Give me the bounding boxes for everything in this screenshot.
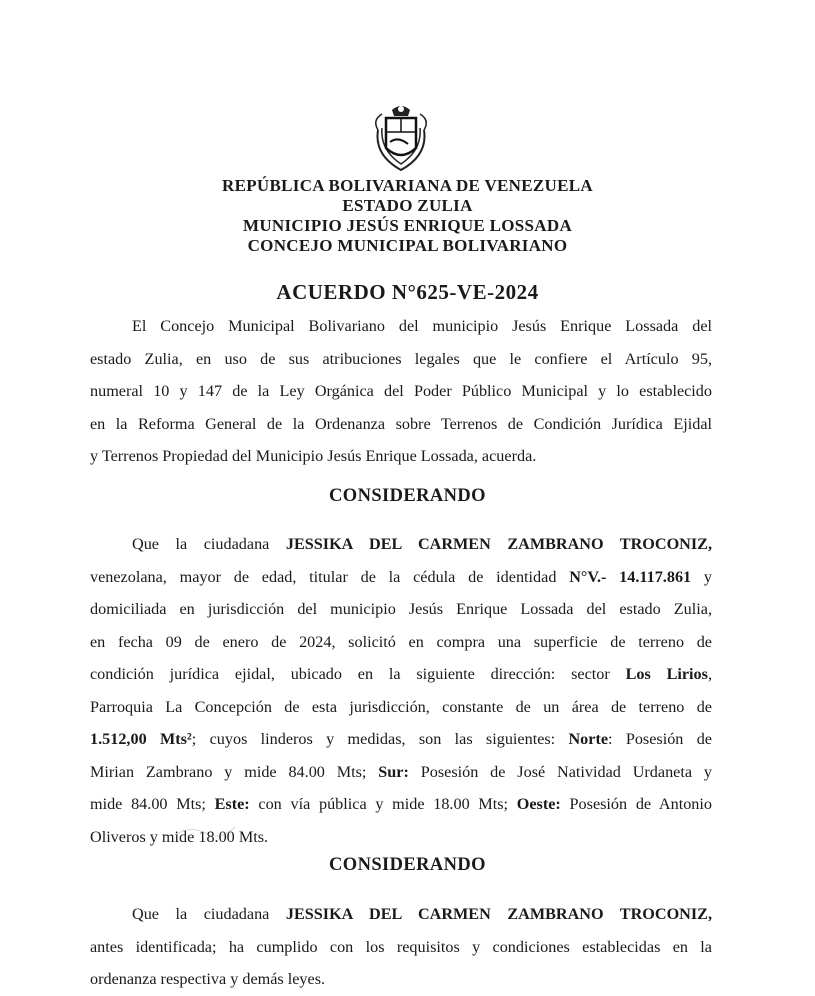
paragraph-line (90, 658, 712, 691)
text-run: con vía pública y mide 18.00 Mts; (249, 795, 517, 813)
paragraph-line: domiciliada en jurisdicción del municipio Jesús Enrique Lossada del estado Zulia, (90, 600, 712, 618)
intro-line: El Concejo Municipal Bolivariano del municipio Jesús Enrique Lossada del (132, 317, 712, 335)
paragraph-line: en fecha 09 de enero de 2024, solicitó en compra una superficie de terreno de (90, 632, 712, 651)
considerando-paragraph-2 (90, 898, 712, 996)
text-run: mide 84.00 Mts; (90, 795, 215, 813)
paragraph-line: ordenanza respectiva y demás leyes. (90, 970, 326, 988)
applicant-name: JESSIKA DEL CARMEN ZAMBRANO TROCONIZ, (285, 535, 712, 553)
document-header (0, 176, 815, 256)
text-run: Mirian Zambrano y mide 84.00 Mts; (90, 762, 379, 781)
text-run: ; cuyos linderos y medidas, son las siguientes: (191, 730, 569, 748)
text-run: y (691, 567, 713, 586)
considerando-heading-1: CONSIDERANDO (329, 486, 486, 506)
header-republic: REPÚBLICA BOLIVARIANA DE VENEZUELA (222, 176, 593, 195)
paragraph-line: Oliveros y mide 18.00 Mts. (90, 827, 269, 846)
text-run: Posesión de José Natividad Urdaneta y (408, 762, 712, 781)
coat-of-arms-seal (368, 100, 434, 174)
intro-line: estado Zulia, en uso de sus atribuciones legales que le confiere el Artículo 95, (90, 349, 712, 368)
paragraph-line (90, 561, 712, 594)
boundary-label: Oeste: (516, 795, 561, 813)
text-run: Que la ciudadana (132, 535, 286, 553)
text-run: : Posesión de (608, 730, 712, 748)
text-run: Que la ciudadana (132, 905, 286, 923)
paragraph-line (90, 723, 712, 756)
boundary-label: Norte (568, 730, 609, 748)
text-run: Posesión de Antonio (560, 795, 712, 813)
considerando-paragraph-1 (90, 528, 712, 853)
intro-paragraph (90, 310, 712, 473)
text-run: venezolana, mayor de edad, titular de la cédula de identidad (90, 567, 570, 586)
paragraph-line (90, 898, 712, 931)
land-area: 1.512,00 Mts² (90, 730, 192, 748)
faint-mark-icon (170, 815, 240, 845)
boundary-label: Este: (214, 795, 250, 813)
intro-line: y Terrenos Propiedad del Municipio Jesús Enrique Lossada, acuerda. (90, 447, 537, 465)
header-council: CONCEJO MUNICIPAL BOLIVARIANO (247, 236, 568, 255)
header-state: ESTADO ZULIA (342, 196, 473, 215)
sector-name: Los Lirios (625, 665, 708, 683)
boundary-label: Sur: (378, 762, 409, 781)
intro-line: numeral 10 y 147 de la Ley Orgánica del Poder Público Municipal y lo establecido (90, 382, 712, 400)
text-run: condición jurídica ejidal, ubicado en la siguiente dirección: sector (90, 665, 626, 683)
intro-line: en la Reforma General de la Ordenanza sobre Terrenos de Condición Jurídica Ejidal (90, 414, 712, 433)
considerando-heading-2: CONSIDERANDO (329, 855, 486, 875)
header-municipality: MUNICIPIO JESÚS ENRIQUE LOSSADA (242, 216, 573, 235)
applicant-name: JESSIKA DEL CARMEN ZAMBRANO TROCONIZ, (285, 905, 712, 923)
text-run: , (707, 665, 712, 683)
paragraph-line: Parroquia La Concepción de esta jurisdicción, constante de un área de terreno de (90, 697, 712, 716)
paragraph-line: antes identificada; ha cumplido con los requisitos y condiciones establecidas en la (90, 937, 712, 956)
id-number: N°V.- 14.117.861 (569, 567, 692, 586)
paragraph-line (90, 528, 712, 561)
agreement-title: ACUERDO N°625-VE-2024 (276, 280, 539, 304)
paragraph-line (90, 756, 712, 789)
